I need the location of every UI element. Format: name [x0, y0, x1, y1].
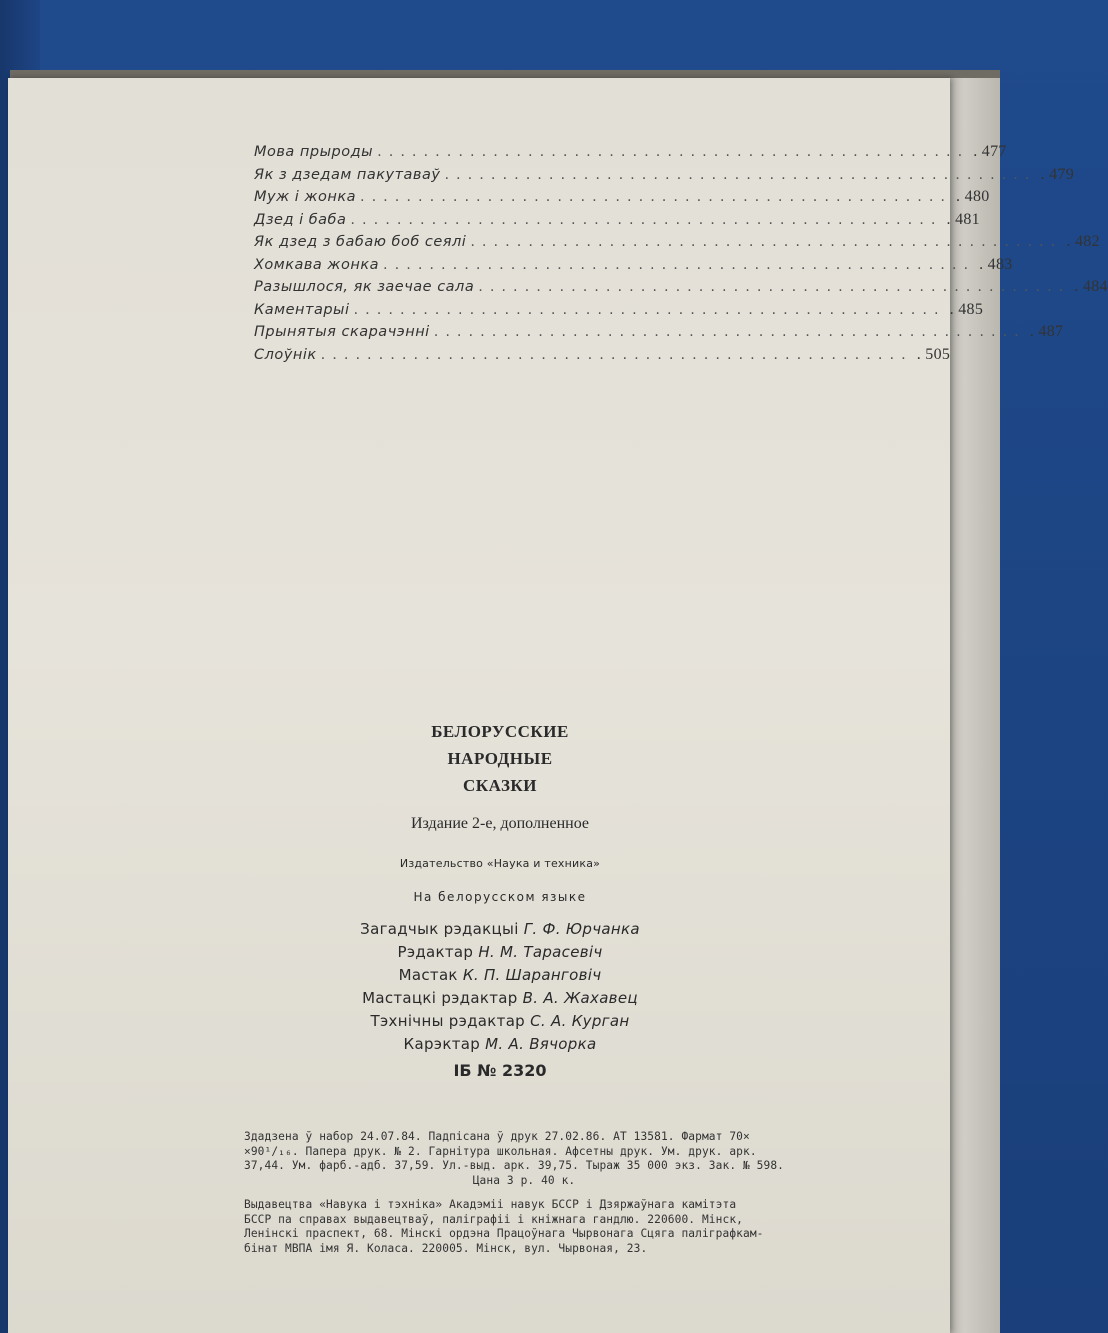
staff-credit [0, 1035, 1000, 1053]
toc-entry-page: . 485 [949, 300, 984, 318]
toc-entry-title: Разышлося, як заечае сала [254, 279, 475, 295]
staff-credit [0, 1012, 1000, 1030]
publisher-details-line: Выдавецтва «Навука і тэхніка» Акадэміі навук БССР і Дзяржаўнага камітэта [244, 1198, 737, 1211]
staff-role: Мастацкі рэдактар [362, 989, 518, 1007]
toc-entry [254, 345, 951, 369]
staff-credit [0, 966, 1000, 984]
publisher-line: Издательство «Наука и техника» [399, 857, 601, 870]
toc-entry [254, 233, 1100, 256]
print-details-line: ×90¹/₁₆. Папера друк. № 2. Гарнітура школьная. Афсетны друк. Ум. друк. арк. [244, 1144, 757, 1158]
staff-name: С. А. Курган [530, 1012, 630, 1030]
toc-entry [254, 165, 1075, 189]
staff-name: Н. М. Тарасевіч [478, 943, 603, 961]
toc-leader-dots: ................................................... [478, 279, 1071, 295]
book-title-line-2: НАРОДНЫЕ [447, 749, 553, 768]
toc-entry-title: Дзед і баба [254, 211, 347, 228]
toc-entry-title: Хомкава жонка [254, 256, 379, 273]
toc-entry [254, 143, 1007, 166]
toc-entry [254, 278, 1108, 301]
toc-entry-page: . 477 [973, 143, 1007, 160]
toc-entry-page: . 479 [1040, 165, 1075, 183]
toc-leader-dots: ................................................... [350, 211, 943, 228]
toc-entry-title: Як з дзедам пакутаваў [254, 166, 441, 183]
print-details-line: 37,44. Ум. фарб.-адб. 37,59. Ул.-выд. арк. 39,75. Тыраж 35 000 экз. Зак. № 598. [244, 1159, 784, 1172]
toc-leader-dots: ................................................... [383, 256, 976, 273]
staff-name: Г. Ф. Юрчанка [523, 920, 640, 938]
toc-entry [254, 300, 984, 324]
staff-name: К. П. Шаранговіч [462, 966, 602, 984]
toc-entry-page: . 505 [916, 345, 951, 363]
ib-number: ІБ № 2320 [453, 1061, 547, 1080]
toc-leader-dots: ................................................... [444, 166, 1037, 183]
publisher-details-line: БССР па справах выдавецтваў, паліграфіі і кніжнага гандлю. 220600. Мінск, [244, 1212, 743, 1226]
publisher-details-line: бінат МВПА імя Я. Коласа. 220005. Мінск, вул. Чырвоная, 23. [244, 1241, 648, 1255]
toc-entry-page: . 484 [1074, 278, 1108, 295]
staff-role: Тэхнічны рэдактар [370, 1012, 526, 1030]
toc-entry-title: Як дзед з бабаю боб сеялі [254, 234, 467, 250]
staff-name: В. А. Жахавец [522, 989, 638, 1007]
staff-credit [0, 920, 1000, 938]
toc-entry-title: Мова прыроды [254, 144, 374, 160]
toc-leader-dots: ................................................... [433, 324, 1026, 340]
toc-leader-dots: ................................................... [353, 301, 946, 318]
toc-leader-dots: ................................................... [470, 234, 1063, 250]
print-details-line: Здадзена ў набор 24.07.84. Падпісана ў друк 27.02.86. АТ 13581. Фармат 70× [244, 1130, 750, 1143]
book-title-line-3: СКАЗКИ [463, 776, 537, 795]
toc-leader-dots: ................................................... [377, 144, 970, 160]
staff-role: Загадчык рэдакцыі [360, 920, 519, 938]
staff-credit [0, 989, 1000, 1007]
toc-entry-title: Каментарыі [254, 301, 350, 318]
staff-name: М. А. Вячорка [485, 1035, 597, 1053]
table-of-contents [254, 143, 1108, 368]
toc-entry-page: . 483 [979, 255, 1013, 273]
book-title-line-1: БЕЛОРУССКИЕ [431, 722, 569, 741]
toc-leader-dots: ................................................... [359, 189, 953, 205]
staff-role: Рэдактар [397, 943, 474, 961]
staff-role: Мастак [398, 966, 458, 984]
staff-role: Карэктар [403, 1035, 481, 1053]
toc-entry-title: Муж і жонка [254, 189, 356, 205]
toc-entry-title: Слоўнік [254, 346, 317, 363]
toc-leader-dots: ................................................... [320, 346, 913, 363]
toc-entry-page: . 481 [946, 210, 980, 228]
toc-entry [254, 323, 1064, 346]
publisher-details [244, 1198, 804, 1256]
toc-entry [254, 255, 1013, 279]
edition-note: Издание 2-е, дополненное [410, 815, 590, 832]
toc-entry-title: Прынятыя скарачэнні [254, 324, 430, 340]
staff-credit [0, 943, 1000, 961]
toc-entry-page: . 482 [1066, 233, 1100, 250]
price-line: Цана 3 р. 40 к. [472, 1173, 576, 1187]
toc-entry-page: . 480 [956, 188, 990, 205]
toc-entry [254, 210, 980, 234]
print-details [244, 1130, 804, 1188]
toc-entry [254, 188, 990, 211]
language-note: На белорусском языке [413, 890, 587, 904]
publisher-details-line: Ленінскі праспект, 68. Мінскі ордэна Працоўнага Чырвонага Сцяга паліграфкам- [244, 1227, 764, 1240]
toc-entry-page: . 487 [1029, 323, 1064, 340]
